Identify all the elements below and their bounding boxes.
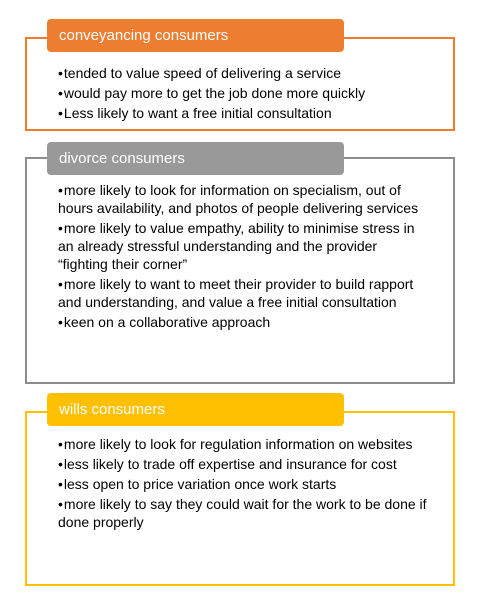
divorce-title: divorce consumers <box>47 142 344 175</box>
list-item: •more likely to value empathy, ability to minimise stress in an already stressful understanding and the provider “fighting their corner” <box>58 220 415 272</box>
conveyancing-title: conveyancing consumers <box>47 19 344 52</box>
list-item: •more likely to look for information on specialism, out of hours availability, and photos of people delivering services <box>58 182 419 216</box>
divorce-list <box>58 181 430 333</box>
list-item: •less open to price variation once work starts <box>58 476 337 492</box>
conveyancing-list <box>58 64 430 124</box>
wills-list <box>58 435 430 533</box>
list-item: •less likely to trade off expertise and insurance for cost <box>58 456 397 472</box>
list-item: •more likely to say they could wait for the work to be done if done properly <box>58 496 427 530</box>
list-item: •would pay more to get the job done more quickly <box>58 85 366 101</box>
list-item: •tended to value speed of delivering a service <box>58 65 341 81</box>
list-item: •more likely to look for regulation information on websites <box>58 436 413 452</box>
list-item: •keen on a collaborative approach <box>58 314 271 330</box>
wills-title: wills consumers <box>47 393 344 426</box>
list-item: •Less likely to want a free initial consultation <box>58 105 332 121</box>
list-item: •more likely to want to meet their provider to build rapport and understanding, and value a free initial consultation <box>58 276 414 310</box>
